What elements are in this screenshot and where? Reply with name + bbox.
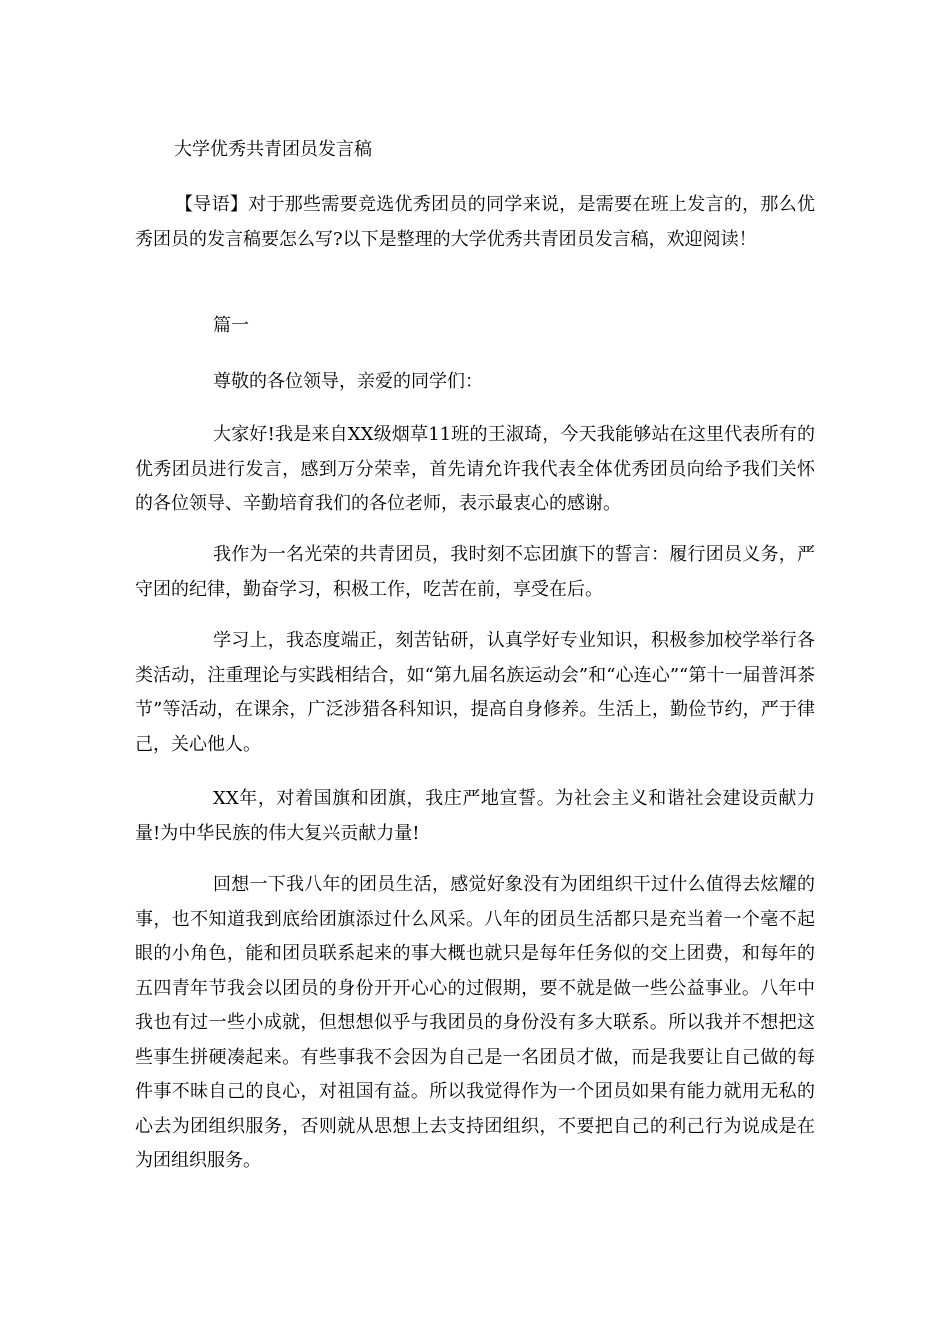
body-paragraph-5: 回想一下我八年的团员生活，感觉好象没有为团组织干过什么值得去炫耀的事，也不知道我到底给团旗添过什么风采。八年的团员生活都只是充当着一个毫不起眼的小角色，能和团员联系起来的事大概也就只是每年任务似的交上团费，和每年的五四青年节我会以团员的身份开开心心的过假期，要不就是做一些公益事业。八年中我也有过一些小成就，但想想似乎与我团员的身份没有多大联系。所以我并不想把这些事生拼硬凑起来。有些事我不会因为自己是一名团员才做，而是我要让自己做的每件事不昧自己的良心，对祖国有益。所以我觉得作为一个团员如果有能力就用无私的心去为团组织服务，否则就从思想上去支持团组织，不要把自己的利己行为说成是在为团组织服务。 bbox=[135, 874, 815, 1171]
section-heading: 篇一 bbox=[213, 315, 249, 336]
document-title: 大学优秀共青团员发言稿 bbox=[174, 139, 372, 160]
body-paragraph-4: XX年，对着国旗和团旗，我庄严地宣誓。为社会主义和谐社会建设贡献力量!为中华民族的伟大复兴贡献力量! bbox=[135, 788, 815, 844]
body-paragraph-1: 大家好!我是来自XX级烟草11班的王淑琦，今天我能够站在这里代表所有的优秀团员进行发言，感到万分荣幸，首先请允许我代表全体优秀团员向给予我们关怀的各位领导、辛勤培育我们的各位老师，表示最衷心的感谢。 bbox=[135, 424, 815, 514]
body-paragraph-3: 学习上，我态度端正，刻苦钻研，认真学好专业知识，积极参加校学举行各类活动，注重理论与实践相结合，如“第九届名族运动会”和“心连心”“第十一届普洱茶节”等活动，在课余，广泛涉猎各科知识，提高自身修养。生活上，勤俭节约，严于律己，关心他人。 bbox=[135, 630, 815, 755]
salutation: 尊敬的各位领导，亲爱的同学们： bbox=[213, 371, 483, 392]
body-paragraph-2: 我作为一名光荣的共青团员，我时刻不忘团旗下的誓言：履行团员义务，严守团的纪律，勤奋学习，积极工作，吃苦在前，享受在后。 bbox=[135, 544, 815, 600]
intro-paragraph: 【导语】对于那些需要竞选优秀团员的同学来说，是需要在班上发言的，那么优秀团员的发言稿要怎么写?以下是整理的大学优秀共青团员发言稿，欢迎阅读！ bbox=[135, 194, 815, 250]
